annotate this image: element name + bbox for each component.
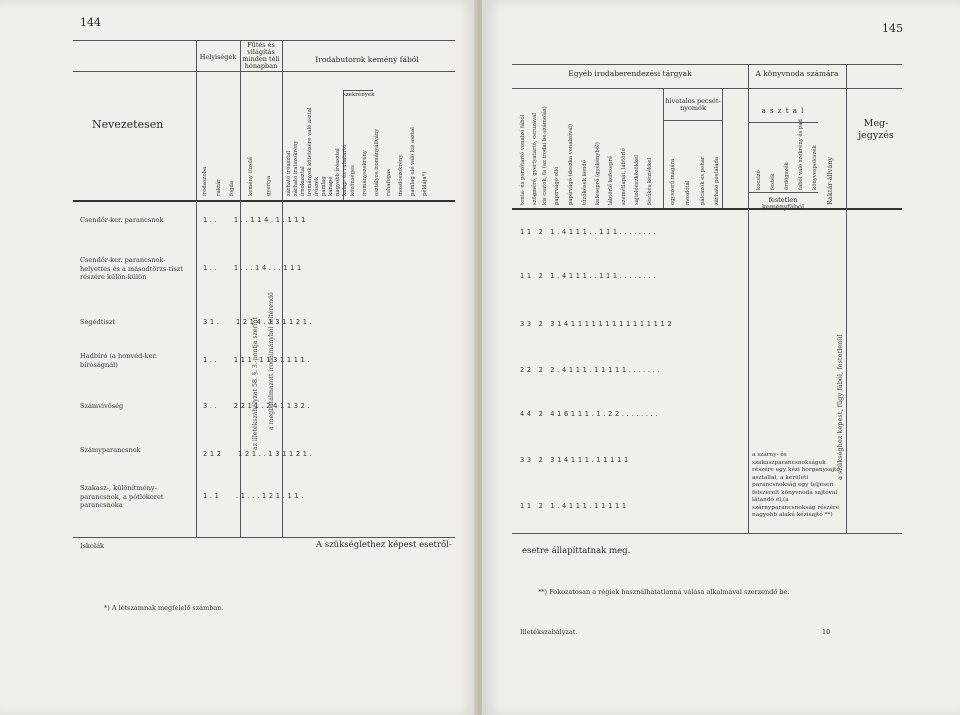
- header-tables: a s z t a l: [761, 107, 805, 115]
- row-values: 1 . 1 . 1 . . . 1 2 1 . 1 1 .: [203, 492, 304, 500]
- col-header: irományszekrény: [362, 150, 368, 196]
- row-values: 1 . . 1 . . 1 1 4 . 1 . 1 1 1: [203, 216, 306, 224]
- row-values: 2 2 2 2 . 4 1 1 1 . 1 1 1 1 1 . . . . . . .: [520, 366, 660, 374]
- col-header: mosdótál: [685, 180, 691, 205]
- col-header: lábtörlő kefeseprő: [608, 155, 614, 205]
- row-values: 1 1 2 1 . 4 1 1 1 . 1 1 1 1 1: [520, 502, 627, 510]
- col-header: papírvágó (deszka vonalzóval): [568, 123, 574, 205]
- row-values: 4 4 2 4 1 6 1 1 1 . 1 . 2 2 . . . . . . . .: [520, 410, 658, 418]
- left-page: [0, 0, 478, 715]
- col-header: kefeseprő (gyékényből): [595, 142, 601, 205]
- row-values: 3 1 . 1 2 1 4 . 1 3 1 1 2 1 .: [203, 318, 313, 326]
- row-label: Számyparancsnok: [80, 446, 141, 454]
- rule: [748, 64, 749, 533]
- col-header: szögmérő, gyertyatartó, ceruzával: [532, 112, 538, 205]
- right-page: [482, 0, 960, 715]
- col-header: kalap- és ruhatartó: [342, 144, 348, 196]
- rule: [663, 120, 722, 121]
- rule: [663, 88, 664, 208]
- col-header: tűzőkések kendő: [582, 160, 588, 205]
- row-label: Hadbíró (a honvéd-ker. bíróságnál): [80, 352, 158, 369]
- col-header: zárható postaláda: [714, 156, 720, 205]
- rule: [748, 192, 818, 193]
- rule: [282, 40, 283, 537]
- col-header: irodaszoba: [202, 166, 208, 196]
- row-values: 3 . . 2 2 1 1 . 2 4 1 1 3 2 .: [203, 402, 310, 410]
- vertical-note: az illetékszabályzat 58. §. 3. pontja szerint: [252, 316, 259, 450]
- row-label: Segédtiszt: [80, 318, 116, 326]
- col-header: pamlag: [321, 176, 327, 196]
- rule: [343, 90, 373, 91]
- col-header: szemétlapát, lábtörlő: [621, 148, 627, 205]
- header-rooms: Helyiségek: [199, 53, 237, 61]
- rule: [196, 40, 197, 537]
- signature: 10: [822, 628, 831, 636]
- col-header: tenta- és porzótartó vonalzó fából: [520, 114, 526, 205]
- rule: [512, 88, 902, 89]
- rule: [73, 71, 455, 72]
- col-header: raktár: [216, 179, 222, 196]
- col-header: zárható iratszekrény: [293, 140, 299, 196]
- header-painted: festetlen keményfából: [761, 196, 805, 211]
- header-heating: Fűtés és világítás minden téli hónapban: [242, 41, 280, 70]
- col-header: kanapé: [328, 176, 334, 196]
- rule: [73, 200, 455, 202]
- col-header: mosdószekrény: [398, 154, 404, 196]
- header-cabinets: szekrények: [343, 92, 375, 98]
- row-values: 3 3 2 3 1 4 1 1 1 1 1 1 1 1 1 1 1 1 1 1 2: [520, 320, 672, 328]
- row-values: 3 3 2 3 1 4 1 1 1 . 1 1 1 1 1: [520, 456, 629, 464]
- col-header: sajtolóeszközökkel: [634, 155, 640, 205]
- header-designation: Nevezetesen: [92, 118, 164, 131]
- col-header: osztályos irományállvány: [374, 128, 380, 196]
- col-header: könyvespolcszék: [812, 145, 818, 190]
- col-header: fésűkés kéziékkel: [647, 157, 653, 205]
- col-header: Raktár-állvány: [826, 156, 834, 205]
- row-values: 1 . . 1 1 1 . 1 1 3 1 1 1 1 .: [203, 356, 310, 364]
- header-other: Egyéb irodaberendezési tárgyak: [568, 69, 692, 78]
- col-header: példája*): [422, 171, 428, 196]
- vertical-note: a szükséghez képest, fűgy fából, festetlenül: [836, 334, 844, 480]
- rule: [748, 122, 818, 123]
- vertical-note: a megbatalmazott irodaimányból feltérendő: [268, 292, 275, 430]
- row-values: 1 1 2 1 . 4 1 1 1 . . 1 1 1 . . . . . . . .: [520, 228, 656, 236]
- col-header: ördögszék: [784, 162, 790, 190]
- col-header: zárható íróasztal: [286, 150, 292, 196]
- header-stores: A könyvnoda számára: [755, 69, 839, 78]
- row-values: 1 . . 1 . . . 1 4 . . . 1 1 1: [203, 264, 302, 272]
- row-label: Csendőr-ker. parancsnok-helyettes és a másodtörzs-tiszt részére külön-külön: [80, 256, 183, 281]
- rule: [512, 208, 902, 210]
- school-text: A szükséglethez képest esetről-: [316, 540, 452, 550]
- rule: [722, 88, 723, 208]
- page-number: 145: [882, 22, 903, 35]
- col-header: egyszerű magára: [670, 158, 676, 205]
- col-header: irományok kötetésére való asztal: [307, 107, 313, 196]
- col-header: kocsizó: [756, 170, 762, 190]
- header-furniture: Irodabutorok kemény fából: [315, 55, 419, 64]
- col-header: ruhafogas: [386, 169, 392, 196]
- rule: [240, 40, 241, 537]
- col-header: nagyobb íróasztal: [335, 148, 341, 196]
- footnote: *) A létszámnak megfelelő számban.: [104, 604, 224, 612]
- row-label: Szakasz-, különítmény-parancsnok, a pótlókeret parancsnoka: [80, 484, 164, 509]
- school-label: Iskolák: [80, 542, 104, 550]
- header-stamps: hivatalos pecsét-nyomók: [665, 97, 721, 112]
- col-header: kis csatok, fa (az irodai be-számolás): [542, 106, 548, 205]
- col-header: papirvágó olló: [554, 166, 560, 205]
- col-header: írószék: [314, 176, 320, 196]
- row-values: 1 1 2 1 . 4 1 1 1 . . 1 1 1 . . . . . . . .: [520, 272, 656, 280]
- col-header: fából való szekrény és pad: [798, 119, 804, 190]
- page-number: 144: [80, 16, 101, 29]
- col-header: írnokasztal: [300, 166, 306, 196]
- rule: [846, 64, 847, 533]
- rule: [512, 64, 902, 65]
- footer: Illetékszabályzat.: [520, 628, 578, 636]
- footnote: **) Fokozatosan a régiek használhatatlanná válása alkalmával szerzendő be.: [538, 588, 790, 596]
- col-header: gyertya: [266, 175, 272, 196]
- header-remarks: Meg-jegyzés: [858, 118, 894, 141]
- col-header: fogda: [229, 180, 235, 196]
- school-text: esetre állapíttatnak meg.: [522, 546, 631, 556]
- store-note: a szárny- és szakaszparancsnokságok részére egy kézi horganysajtó asztallal, a kerületi parancsnokság egy teljesen felszerelt könyvnoda sajtóval látandó el,(a szárnyparancsnokság részére nagyobb alakú kézisajtó **): [752, 452, 840, 518]
- rule: [73, 537, 455, 538]
- row-values: 2 1 2 1 2 1 . . 1 3 1 1 2 1 .: [203, 450, 313, 458]
- col-header: pálcázók és pohár: [700, 156, 706, 205]
- col-header: festék: [770, 173, 776, 190]
- rule: [512, 533, 902, 534]
- col-header: kemény tüzelő: [248, 157, 254, 196]
- row-label: Csendőr-ker. parancsnok: [80, 216, 164, 224]
- row-label: Számvivőség: [80, 402, 124, 410]
- col-header: pamlag elé való kis asztal: [410, 127, 416, 196]
- col-header: közönséges: [350, 165, 356, 196]
